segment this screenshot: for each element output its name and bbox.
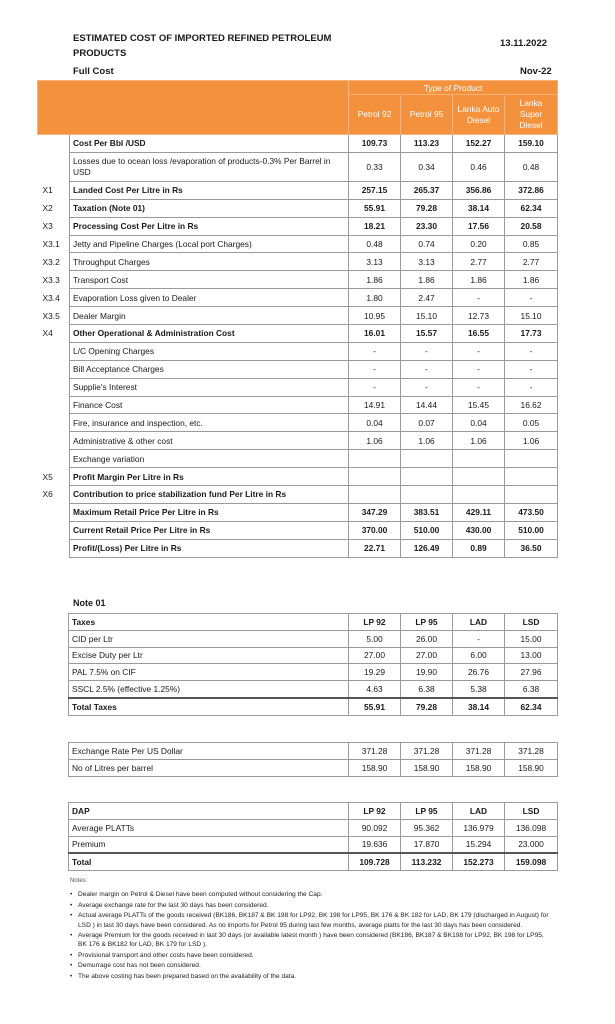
row-value: 1.86 (505, 271, 558, 289)
row-value: 16.62 (505, 396, 558, 414)
total-row (69, 853, 558, 870)
row-label: Exchange Rate Per US Dollar (69, 743, 349, 760)
row-label: Profit/(Loss) Per Litre in Rs (70, 539, 349, 557)
cost-row (38, 432, 558, 450)
row-value: 15.57 (401, 325, 453, 343)
row-value: 1.86 (401, 271, 453, 289)
row-code: X3.5 (38, 307, 70, 325)
row-value: 510.00 (401, 521, 453, 539)
row-value: 3.13 (349, 253, 401, 271)
row-value: 14.91 (349, 396, 401, 414)
cost-row (38, 289, 558, 307)
row-value: 1.86 (453, 271, 505, 289)
row-value: 15.45 (453, 396, 505, 414)
row-label: Administrative & other cost (70, 432, 349, 450)
row-value: 430.00 (453, 521, 505, 539)
table-row (69, 836, 558, 853)
row-value: - (453, 360, 505, 378)
row-value: 0.04 (349, 414, 401, 432)
row-label: Premium (69, 836, 349, 853)
row-value: 16.55 (453, 325, 505, 343)
row-value: 158.90 (401, 759, 453, 776)
row-value: 15.294 (453, 836, 505, 853)
row-label: Supplie's Interest (70, 378, 349, 396)
table-header-cell: LP 95 (401, 614, 453, 631)
cost-row (38, 521, 558, 539)
table-row (69, 647, 558, 664)
row-value: 0.05 (505, 414, 558, 432)
row-value: 2.47 (401, 289, 453, 307)
row-value: 473.50 (505, 503, 558, 521)
row-value: 26.00 (401, 630, 453, 647)
row-value (349, 486, 401, 504)
row-value: - (401, 360, 453, 378)
cost-row (38, 360, 558, 378)
row-label: Fire, insurance and inspection, etc. (70, 414, 349, 432)
note-item: • Demurrage cost has not been considered. (70, 961, 550, 970)
row-value: - (349, 360, 401, 378)
note-item: • Average exchange rate for the last 30 days has been considered. (70, 901, 550, 910)
row-value: 90.092 (349, 819, 401, 836)
row-value: 3.13 (401, 253, 453, 271)
cost-row (38, 468, 558, 486)
row-value: 27.00 (401, 647, 453, 664)
row-label: Landed Cost Per Litre in Rs (70, 181, 349, 199)
row-value: 23.30 (401, 217, 453, 235)
footnotes (70, 877, 550, 982)
row-code (38, 135, 70, 153)
row-value: 0.89 (453, 539, 505, 557)
row-value: 1.06 (453, 432, 505, 450)
row-label: Finance Cost (70, 396, 349, 414)
row-value: - (453, 289, 505, 307)
row-value (401, 486, 453, 504)
row-label: L/C Opening Charges (70, 342, 349, 360)
cost-row (38, 152, 558, 181)
row-value: - (349, 342, 401, 360)
row-value (349, 468, 401, 486)
row-value (349, 450, 401, 468)
row-label: Excise Duty per Ltr (69, 647, 349, 664)
row-value: - (453, 630, 505, 647)
column-header: Lanka Auto Diesel (453, 95, 505, 135)
note-item: • Average Premium for the goods received in last 30 days (or available latest month ) have been considered (BK186, BK187 & BK198 for LP92, BK 198 for LP95, BK 176 & BK182 for LAD, BK 179 for LSD ). (70, 931, 550, 950)
row-label: Bill Acceptance Charges (70, 360, 349, 378)
cost-row (38, 253, 558, 271)
row-value (505, 450, 558, 468)
table-row (69, 681, 558, 698)
product-type-header: Type of Product (349, 81, 558, 95)
row-label: Dealer Margin (70, 307, 349, 325)
total-value: 159.098 (505, 853, 558, 870)
row-value: 158.90 (505, 759, 558, 776)
row-label: Contribution to price stabilization fund Per Litre in Rs (70, 486, 349, 504)
cost-row (38, 217, 558, 235)
row-label: Losses due to ocean loss /evaporation of products-0.3% Per Barrel in USD (70, 152, 349, 181)
row-code (38, 342, 70, 360)
row-value: 6.00 (453, 647, 505, 664)
row-value: 0.07 (401, 414, 453, 432)
cost-row (38, 539, 558, 557)
row-value: 0.48 (349, 235, 401, 253)
row-code: X4 (38, 325, 70, 343)
table-row (69, 664, 558, 681)
group-header-row (38, 81, 558, 95)
row-value: 0.04 (453, 414, 505, 432)
table-row (69, 759, 558, 776)
row-label: Profit Margin Per Litre in Rs (70, 468, 349, 486)
row-value: 0.33 (349, 152, 401, 181)
row-label: Average PLATTs (69, 819, 349, 836)
row-value: 15.10 (401, 307, 453, 325)
row-code (38, 521, 70, 539)
row-label: Jetty and Pipeline Charges (Local port Charges) (70, 235, 349, 253)
row-value (453, 468, 505, 486)
document-title: ESTIMATED COST OF IMPORTED REFINED PETROLEUM PRODUCTS (73, 33, 332, 59)
row-value: 257.15 (349, 181, 401, 199)
row-value: 62.34 (505, 199, 558, 217)
row-code (38, 378, 70, 396)
row-label: Maximum Retail Price Per Litre in Rs (70, 503, 349, 521)
notes-list (70, 890, 550, 981)
row-code (38, 396, 70, 414)
cost-row (38, 503, 558, 521)
row-label: Cost Per Bbl /USD (70, 135, 349, 153)
total-value: 152.273 (453, 853, 505, 870)
row-value: 17.56 (453, 217, 505, 235)
total-label: Total (69, 853, 349, 870)
cost-row (38, 450, 558, 468)
cost-row (38, 396, 558, 414)
total-value: 38.14 (453, 698, 505, 715)
row-value: 79.28 (401, 199, 453, 217)
row-code: X3.1 (38, 235, 70, 253)
exchange-table (68, 742, 558, 777)
note-item: • Provisional transport and other costs have been considered. (70, 951, 550, 960)
row-value: 158.90 (453, 759, 505, 776)
table-header-cell: LAD (453, 803, 505, 820)
row-value: 510.00 (505, 521, 558, 539)
row-label: Other Operational & Administration Cost (70, 325, 349, 343)
row-value: 14.44 (401, 396, 453, 414)
row-value: 0.46 (453, 152, 505, 181)
row-value: 19.90 (401, 664, 453, 681)
table-row (69, 630, 558, 647)
row-code: X3 (38, 217, 70, 235)
cost-row (38, 235, 558, 253)
row-value: - (401, 378, 453, 396)
row-value (453, 450, 505, 468)
cost-row (38, 342, 558, 360)
row-value: 1.86 (349, 271, 401, 289)
row-code: X6 (38, 486, 70, 504)
row-value: 15.00 (505, 630, 558, 647)
row-value: 5.38 (453, 681, 505, 698)
row-value: 27.96 (505, 664, 558, 681)
cost-row (38, 486, 558, 504)
note-item: • Actual average PLATTs of the goods received (BK186, BK187 & BK 198 for LP92, BK 198 for LP95, BK 176 & BK 182 for LAD, BK 179 (discharged in August) for LSD ) in last 30 days have been considered. As no imports for Petrol 95 during last few months, average platts for the last 30 days has been considered. (70, 911, 550, 930)
table-header-row (69, 803, 558, 820)
row-value: 10.95 (349, 307, 401, 325)
row-value: - (453, 378, 505, 396)
row-value: 2.77 (453, 253, 505, 271)
table-row (69, 819, 558, 836)
row-code: X2 (38, 199, 70, 217)
table-header-label: Taxes (69, 614, 349, 631)
row-code (38, 503, 70, 521)
row-value: 6.38 (401, 681, 453, 698)
row-value: 126.49 (401, 539, 453, 557)
column-header: Petrol 92 (349, 95, 401, 135)
row-value: 12.73 (453, 307, 505, 325)
cost-table (37, 80, 558, 558)
cost-row (38, 414, 558, 432)
row-value: 27.00 (349, 647, 401, 664)
document-date: 13.11.2022 (500, 38, 548, 49)
row-value: 356.86 (453, 181, 505, 199)
row-value: - (505, 378, 558, 396)
row-label: Transport Cost (70, 271, 349, 289)
total-label: Total Taxes (69, 698, 349, 715)
row-value: 20.58 (505, 217, 558, 235)
total-value: 109.728 (349, 853, 401, 870)
row-value: 159.10 (505, 135, 558, 153)
row-code: X3.4 (38, 289, 70, 307)
row-value: 136.098 (505, 819, 558, 836)
row-value: 0.74 (401, 235, 453, 253)
row-value: - (505, 342, 558, 360)
row-value: 26.76 (453, 664, 505, 681)
notes-label: Notes: (70, 878, 88, 884)
header-blank-cell (38, 81, 349, 135)
row-value: 6.38 (505, 681, 558, 698)
row-value (505, 486, 558, 504)
row-code (38, 539, 70, 557)
total-value: 55.91 (349, 698, 401, 715)
total-value: 113.232 (401, 853, 453, 870)
row-value: 152.27 (453, 135, 505, 153)
row-value: - (505, 360, 558, 378)
row-value (401, 468, 453, 486)
row-code: X3.3 (38, 271, 70, 289)
row-code (38, 152, 70, 181)
row-value: 371.28 (505, 743, 558, 760)
table-header-cell: LSD (505, 614, 558, 631)
row-label: No of Litres per barrel (69, 759, 349, 776)
cost-row (38, 199, 558, 217)
row-value: - (401, 342, 453, 360)
row-value: 95.362 (401, 819, 453, 836)
dap-table (68, 802, 558, 871)
column-header: Petrol 95 (401, 95, 453, 135)
total-row (69, 698, 558, 715)
row-label: Evaporation Loss given to Dealer (70, 289, 349, 307)
month-label: Nov-22 (520, 66, 552, 77)
row-value: 347.29 (349, 503, 401, 521)
row-value: 13.00 (505, 647, 558, 664)
row-value: 0.20 (453, 235, 505, 253)
row-value: 38.14 (453, 199, 505, 217)
row-value: 17.73 (505, 325, 558, 343)
row-value: 371.28 (349, 743, 401, 760)
row-value: 1.06 (349, 432, 401, 450)
note-item: • Dealer margin on Petrol & Diesel have been computed without considering the Cap. (70, 890, 550, 899)
table-header-cell: LP 92 (349, 803, 401, 820)
row-value: 5.00 (349, 630, 401, 647)
row-label: CID per Ltr (69, 630, 349, 647)
cost-type-label: Full Cost (73, 66, 114, 77)
row-value: 371.28 (453, 743, 505, 760)
row-value: 19.636 (349, 836, 401, 853)
row-value: 265.37 (401, 181, 453, 199)
row-value: 22.71 (349, 539, 401, 557)
row-label: SSCL 2.5% (effective 1.25%) (69, 681, 349, 698)
total-value: 79.28 (401, 698, 453, 715)
column-header: Lanka Super Diesel (505, 95, 558, 135)
row-value: 23.000 (505, 836, 558, 853)
row-value: 158.90 (349, 759, 401, 776)
row-code: X3.2 (38, 253, 70, 271)
note-item: • The above costing has been prepared based on the availability of the data. (70, 972, 550, 981)
row-value: - (505, 289, 558, 307)
row-value: 429.11 (453, 503, 505, 521)
row-label: Taxation (Note 01) (70, 199, 349, 217)
row-value: 36.50 (505, 539, 558, 557)
row-value: 0.48 (505, 152, 558, 181)
row-label: Processing Cost Per Litre in Rs (70, 217, 349, 235)
row-value: 17.870 (401, 836, 453, 853)
total-value: 62.34 (505, 698, 558, 715)
row-value: 371.28 (401, 743, 453, 760)
table-header-cell: LAD (453, 614, 505, 631)
row-value: 1.06 (505, 432, 558, 450)
row-value: 18.21 (349, 217, 401, 235)
table-header-row (69, 614, 558, 631)
row-label: PAL 7.5% on CIF (69, 664, 349, 681)
cost-row (38, 378, 558, 396)
row-value (453, 486, 505, 504)
cost-row (38, 325, 558, 343)
row-value: 0.85 (505, 235, 558, 253)
row-value: 55.91 (349, 199, 401, 217)
row-value: 113.23 (401, 135, 453, 153)
row-value: 109.73 (349, 135, 401, 153)
row-code (38, 360, 70, 378)
row-value: 15.10 (505, 307, 558, 325)
row-code (38, 414, 70, 432)
row-code: X1 (38, 181, 70, 199)
row-value (505, 468, 558, 486)
cost-row (38, 307, 558, 325)
cost-row (38, 181, 558, 199)
row-value: 370.00 (349, 521, 401, 539)
row-value: 1.06 (401, 432, 453, 450)
cost-row (38, 271, 558, 289)
row-value: 136.979 (453, 819, 505, 836)
row-value (401, 450, 453, 468)
table-header-cell: LP 92 (349, 614, 401, 631)
row-value: 4.63 (349, 681, 401, 698)
row-label: Current Retail Price Per Litre in Rs (70, 521, 349, 539)
row-code (38, 432, 70, 450)
row-value: 0.34 (401, 152, 453, 181)
row-label: Throughput Charges (70, 253, 349, 271)
taxes-table (68, 613, 558, 716)
note-01-title: Note 01 (73, 598, 106, 608)
row-value: - (349, 378, 401, 396)
row-code (38, 450, 70, 468)
table-header-label: DAP (69, 803, 349, 820)
row-value: 372.86 (505, 181, 558, 199)
row-value: 19.29 (349, 664, 401, 681)
cost-row (38, 135, 558, 153)
table-header-cell: LP 95 (401, 803, 453, 820)
row-value: - (453, 342, 505, 360)
table-header-cell: LSD (505, 803, 558, 820)
row-value: 16.01 (349, 325, 401, 343)
table-row (69, 743, 558, 760)
row-code: X5 (38, 468, 70, 486)
row-value: 383.51 (401, 503, 453, 521)
row-value: 2.77 (505, 253, 558, 271)
row-label: Exchange variation (70, 450, 349, 468)
row-value: 1.80 (349, 289, 401, 307)
